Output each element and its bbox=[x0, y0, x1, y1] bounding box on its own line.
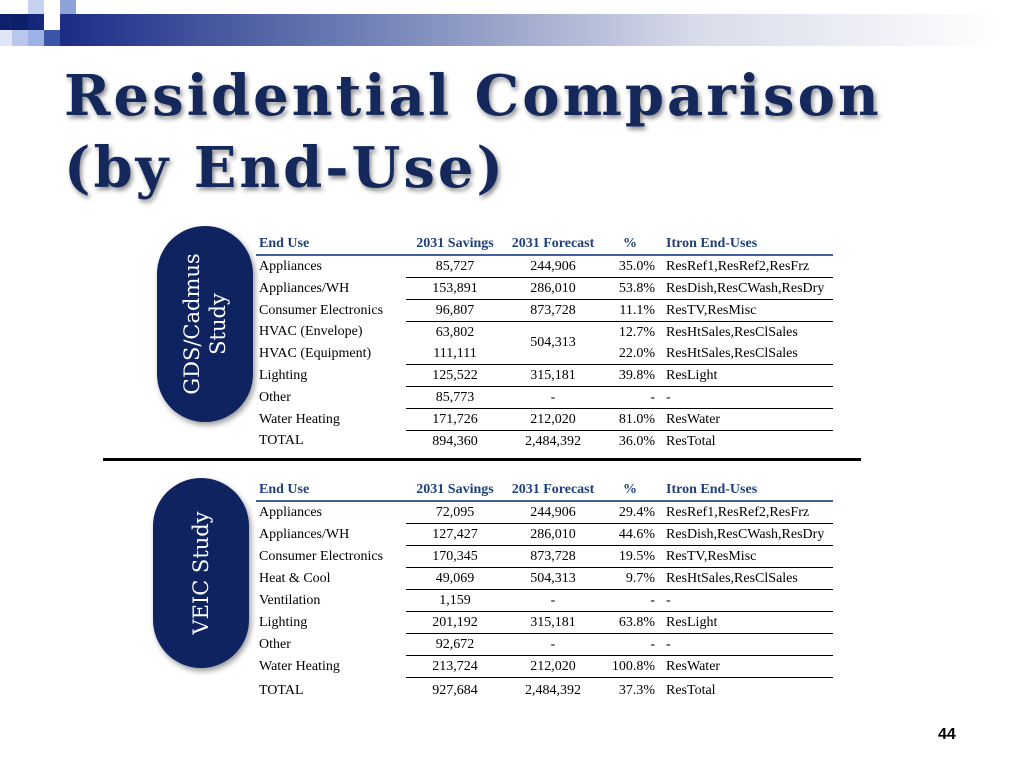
cell-itron: ResHtSales,ResClSales bbox=[658, 343, 833, 365]
cell-end-use: Appliances bbox=[259, 504, 322, 520]
cell-percent: 37.3% bbox=[618, 682, 655, 698]
cell-end-use: Lighting bbox=[259, 367, 308, 383]
cell-itron: ResLight bbox=[658, 612, 833, 634]
cell-itron: ResDish,ResCWash,ResDry bbox=[658, 278, 833, 300]
cell-savings: 927,684 bbox=[432, 682, 478, 698]
cell-savings: 153,891 bbox=[406, 278, 504, 300]
cell-percent: 22.0% bbox=[602, 343, 658, 365]
cell-itron: ResRef1,ResRef2,ResFrz bbox=[658, 501, 833, 524]
veic-comparison-table bbox=[256, 479, 833, 704]
decor-square-8 bbox=[12, 30, 28, 46]
cell-end-use: Consumer Electronics bbox=[259, 548, 384, 564]
cell-itron: ResWater bbox=[658, 656, 833, 678]
header-end-use: End Use bbox=[256, 233, 406, 255]
cell-percent: 53.8% bbox=[602, 278, 658, 300]
cell-savings: 171,726 bbox=[406, 409, 504, 431]
cell-percent: - bbox=[602, 387, 658, 409]
cell-savings: 170,345 bbox=[406, 546, 504, 568]
cell-savings: 201,192 bbox=[406, 612, 504, 634]
decor-square-3 bbox=[44, 14, 60, 30]
gds-label-line-2: Study bbox=[206, 293, 230, 355]
cell-percent: 100.8% bbox=[602, 656, 658, 678]
table-row bbox=[256, 634, 833, 656]
cell-end-use: HVAC (Envelope) bbox=[259, 324, 363, 340]
cell-end-use: TOTAL bbox=[259, 433, 304, 449]
cell-forecast: - bbox=[504, 590, 602, 612]
cell-percent: 36.0% bbox=[618, 433, 655, 449]
cell-forecast: 286,010 bbox=[504, 524, 602, 546]
cell-itron: - bbox=[658, 387, 833, 409]
cell-itron: - bbox=[658, 590, 833, 612]
cell-forecast: 2,484,392 bbox=[525, 682, 581, 698]
table-row bbox=[256, 612, 833, 634]
table-row bbox=[256, 568, 833, 590]
decor-square-7 bbox=[0, 30, 12, 46]
cell-itron: - bbox=[658, 634, 833, 656]
header-banner bbox=[0, 14, 1024, 46]
cell-savings: 63,802 bbox=[435, 324, 475, 340]
cell-end-use: Ventilation bbox=[259, 592, 321, 608]
cell-itron: ResHtSales,ResClSales bbox=[658, 568, 833, 590]
cell-forecast: 212,020 bbox=[504, 409, 602, 431]
cell-percent: 12.7% bbox=[618, 324, 655, 340]
veic-study-label bbox=[153, 478, 249, 668]
header-forecast: 2031 Forecast bbox=[504, 479, 602, 501]
gds-comparison-table bbox=[256, 233, 833, 452]
cell-savings: 213,724 bbox=[406, 656, 504, 678]
cell-percent: 9.7% bbox=[602, 568, 658, 590]
cell-end-use: Appliances/WH bbox=[259, 280, 350, 296]
decor-square-4 bbox=[60, 0, 76, 14]
table-row-total bbox=[256, 678, 833, 704]
table-row bbox=[256, 524, 833, 546]
table-row bbox=[256, 322, 833, 344]
header-end-use: End Use bbox=[256, 479, 406, 501]
table-header-row bbox=[256, 233, 833, 255]
table-row bbox=[256, 300, 833, 322]
cell-savings: 96,807 bbox=[406, 300, 504, 322]
cell-itron: ResWater bbox=[658, 409, 833, 431]
table-row bbox=[256, 255, 833, 278]
cell-forecast-merged: 504,313 bbox=[504, 322, 602, 365]
header-forecast: 2031 Forecast bbox=[504, 233, 602, 255]
cell-savings: 85,773 bbox=[406, 387, 504, 409]
slide-title bbox=[64, 60, 882, 204]
cell-forecast: 315,181 bbox=[504, 612, 602, 634]
cell-end-use: Appliances bbox=[259, 258, 322, 274]
cell-end-use: Consumer Electronics bbox=[259, 302, 384, 318]
table-row bbox=[256, 590, 833, 612]
cell-percent: 63.8% bbox=[602, 612, 658, 634]
cell-percent: - bbox=[602, 590, 658, 612]
cell-forecast: 286,010 bbox=[504, 278, 602, 300]
header-savings: 2031 Savings bbox=[406, 233, 504, 255]
cell-savings: 85,727 bbox=[406, 255, 504, 278]
cell-forecast: 244,906 bbox=[504, 255, 602, 278]
table-row bbox=[256, 656, 833, 678]
cell-percent: 11.1% bbox=[602, 300, 658, 322]
gds-study-label bbox=[157, 226, 253, 422]
cell-itron: ResHtSales,ResClSales bbox=[666, 324, 798, 340]
table-row bbox=[256, 387, 833, 409]
cell-itron: ResTotal bbox=[666, 682, 716, 698]
cell-itron: ResTotal bbox=[666, 433, 716, 449]
cell-itron: ResTV,ResMisc bbox=[658, 546, 833, 568]
cell-end-use: TOTAL bbox=[259, 682, 304, 698]
gds-label-line-1: GDS/Cadmus bbox=[180, 253, 204, 395]
cell-itron: ResTV,ResMisc bbox=[658, 300, 833, 322]
header-percent: % bbox=[602, 479, 658, 501]
cell-savings: 127,427 bbox=[406, 524, 504, 546]
header-itron: Itron End-Uses bbox=[658, 233, 833, 255]
decor-square-1 bbox=[12, 14, 28, 30]
table-row bbox=[256, 278, 833, 300]
header-savings: 2031 Savings bbox=[406, 479, 504, 501]
section-divider bbox=[103, 458, 861, 461]
cell-percent: - bbox=[602, 634, 658, 656]
table-row bbox=[256, 409, 833, 431]
header-percent: % bbox=[602, 233, 658, 255]
cell-itron: ResLight bbox=[658, 365, 833, 387]
cell-savings: 72,095 bbox=[406, 501, 504, 524]
cell-end-use: Other bbox=[259, 389, 291, 405]
table-row bbox=[256, 501, 833, 524]
cell-end-use: HVAC (Equipment) bbox=[259, 345, 372, 361]
cell-end-use: Appliances/WH bbox=[259, 526, 350, 542]
cell-percent: 19.5% bbox=[602, 546, 658, 568]
cell-forecast: 244,906 bbox=[504, 501, 602, 524]
title-line-2: (by End-Use) bbox=[64, 135, 506, 201]
cell-percent: 39.8% bbox=[602, 365, 658, 387]
cell-forecast: 212,020 bbox=[504, 656, 602, 678]
cell-savings: 49,069 bbox=[406, 568, 504, 590]
cell-end-use: Lighting bbox=[259, 614, 308, 630]
table-row bbox=[256, 365, 833, 387]
cell-end-use: Heat & Cool bbox=[259, 570, 331, 586]
cell-forecast: - bbox=[504, 634, 602, 656]
table-row bbox=[256, 546, 833, 568]
decor-square-5 bbox=[28, 30, 44, 46]
cell-percent: 44.6% bbox=[602, 524, 658, 546]
cell-savings: 92,672 bbox=[406, 634, 504, 656]
table-header-row bbox=[256, 479, 833, 501]
cell-savings: 111,111 bbox=[406, 343, 504, 365]
header-itron: Itron End-Uses bbox=[658, 479, 833, 501]
cell-savings: 125,522 bbox=[406, 365, 504, 387]
veic-label-line-1: VEIC Study bbox=[189, 511, 213, 635]
cell-forecast: 873,728 bbox=[504, 300, 602, 322]
decor-square-6 bbox=[44, 30, 60, 46]
decor-square-2 bbox=[28, 0, 44, 14]
cell-percent: 35.0% bbox=[602, 255, 658, 278]
title-line-1: Residential Comparison bbox=[64, 63, 882, 129]
cell-itron: ResDish,ResCWash,ResDry bbox=[658, 524, 833, 546]
cell-forecast: 315,181 bbox=[504, 365, 602, 387]
cell-forecast: 2,484,392 bbox=[525, 433, 581, 449]
cell-percent: 29.4% bbox=[602, 501, 658, 524]
cell-forecast: - bbox=[504, 387, 602, 409]
cell-percent: 81.0% bbox=[602, 409, 658, 431]
cell-savings: 1,159 bbox=[406, 590, 504, 612]
cell-end-use: Water Heating bbox=[259, 411, 340, 427]
cell-savings: 894,360 bbox=[432, 433, 478, 449]
cell-forecast: 504,313 bbox=[504, 568, 602, 590]
cell-forecast: 873,728 bbox=[504, 546, 602, 568]
cell-end-use: Water Heating bbox=[259, 658, 340, 674]
cell-itron: ResRef1,ResRef2,ResFrz bbox=[658, 255, 833, 278]
page-number: 44 bbox=[938, 726, 956, 743]
table-row-total bbox=[256, 431, 833, 453]
cell-end-use: Other bbox=[259, 636, 291, 652]
